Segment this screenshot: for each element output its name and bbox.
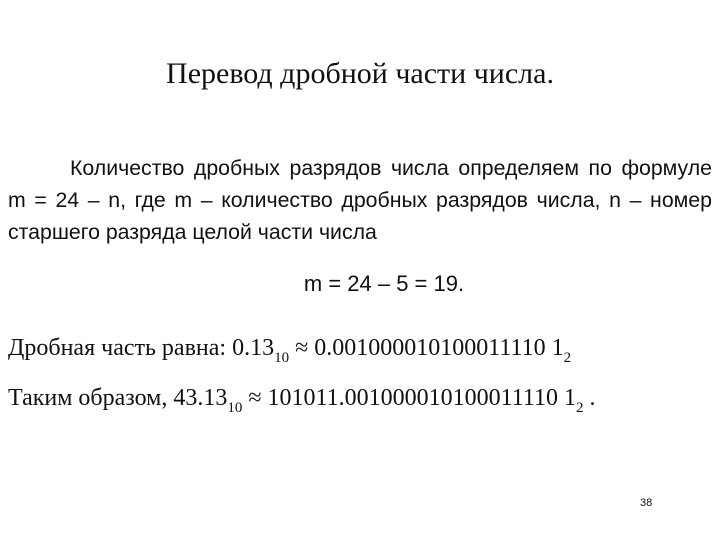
result-subscript-base-2: 2 xyxy=(575,400,584,416)
result-subscript-base-10: 10 xyxy=(227,400,243,416)
fraction-line xyxy=(8,332,571,364)
body-paragraph xyxy=(8,152,712,248)
fraction-subscript-base-2: 2 xyxy=(563,350,572,366)
result-binary-value: ≈ 101011.001000010100011110 1 xyxy=(242,385,576,411)
fraction-binary-value: ≈ 0.001000010100011110 1 xyxy=(289,335,564,361)
result-label: Таким образом, 43.13 xyxy=(8,385,228,411)
paragraph-text: Количество дробных разрядов числа определяем по формуле m = 24 – n, где m – количество дробных разрядов числа, n – номер старшего разряда целой части числа xyxy=(8,156,712,244)
slide-title: Перевод дробной части числа. xyxy=(166,57,554,90)
page-number: 38 xyxy=(640,497,653,509)
formula: m = 24 – 5 = 19. xyxy=(303,271,465,296)
result-line xyxy=(8,382,595,414)
fraction-subscript-base-10: 10 xyxy=(274,350,290,366)
result-tail: . xyxy=(583,385,596,411)
fraction-label: Дробная часть равна: 0.13 xyxy=(8,335,275,361)
